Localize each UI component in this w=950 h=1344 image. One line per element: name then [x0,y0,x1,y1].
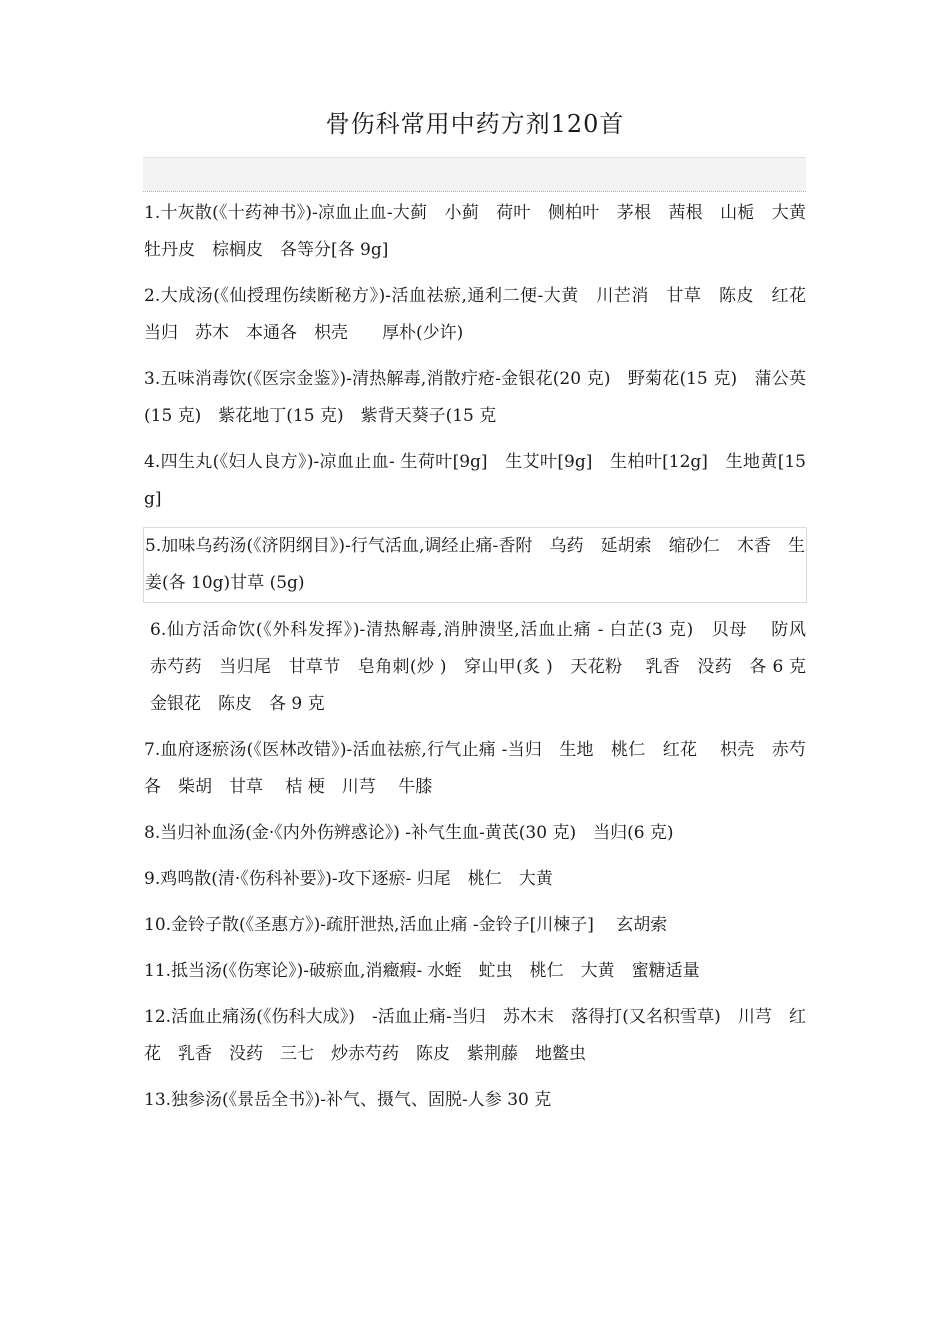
prescription-entry-8: 8.当归补血汤(金·《内外伤辨惑论》) -补气生血-黄芪(30 克) 当归(6 克) [144,823,674,843]
prescription-entry-6: 6.仙方活命饮(《外科发挥》)-清热解毒,消肿溃坚,活血止痛 - 白芷(3 克) 贝母 防风 赤芍药 当归尾 甘草节 皂角刺(炒 ) 穿山甲(炙 ) 天花粉 乳香 没药 各 6 克 金银花 陈皮 各 9 克 [150,620,823,714]
prescription-entry-13: 13.独参汤(《景岳全书》)-补气、摄气、固脱-人参 30 克 [144,1090,552,1110]
prescription-entry-11: 11.抵当汤(《伤寒论》)-破瘀血,消癥瘕- 水蛭 虻虫 桃仁 大黄 蜜糖适量 [144,961,700,981]
prescription-entry-10: 10.金铃子散(《圣惠方》)-疏肝泄热,活血止痛 -金铃子[川楝子] 玄胡索 [144,915,668,935]
prescription-entry-5: 5.加味乌药汤(《济阴纲目》)-行气活血,调经止痛-香附 乌药 延胡索 缩砂仁 木香 生姜(各 10g)甘草 (5g) [143,527,807,603]
prescription-entry-2: 2.大成汤(《仙授理伤续断秘方》)-活血祛瘀,通利二便-大黄 川芒消 甘草 陈皮 红花 当归 苏木 本通各 枳壳 厚朴(少许) [144,286,823,343]
prescription-entry-7: 7.血府逐瘀汤(《医林改错》)-活血祛瘀,行气止痛 -当归 生地 桃仁 红花 枳壳 赤芍各 柴胡 甘草 桔 梗 川芎 牛膝 [144,740,806,797]
prescription-entry-9: 9.鸡鸣散(清·《伤科补要》)-攻下逐瘀- 归尾 桃仁 大黄 [144,869,553,889]
header-divider-bar [143,157,806,192]
prescription-entry-4: 4.四生丸(《妇人良方》)-凉血止血- 生荷叶[9g] 生艾叶[9g] 生柏叶[12g] 生地黄[15g] [144,452,806,509]
prescription-entry-3: 3.五味消毒饮(《医宗金鉴》)-清热解毒,消散疔疮-金银花(20 克) 野菊花(15 克) 蒲公英(15 克) 紫花地丁(15 克) 紫背天葵子(15 克 [144,369,806,426]
prescription-entry-1: 1.十灰散(《十药神书》)-凉血止血-大蓟 小蓟 荷叶 侧柏叶 茅根 茜根 山栀 大黄 牡丹皮 棕榈皮 各等分[各 9g] [144,203,823,260]
prescription-entry-12: 12.活血止痛汤(《伤科大成》) -活血止痛-当归 苏木末 落得打(又名积雪草) 川芎 红花 乳香 没药 三七 炒赤芍药 陈皮 紫荆藤 地鳖虫 [144,1007,806,1064]
prescription-list [144,195,823,1128]
document-title: 骨伤科常用中药方剂120首 [325,110,625,138]
